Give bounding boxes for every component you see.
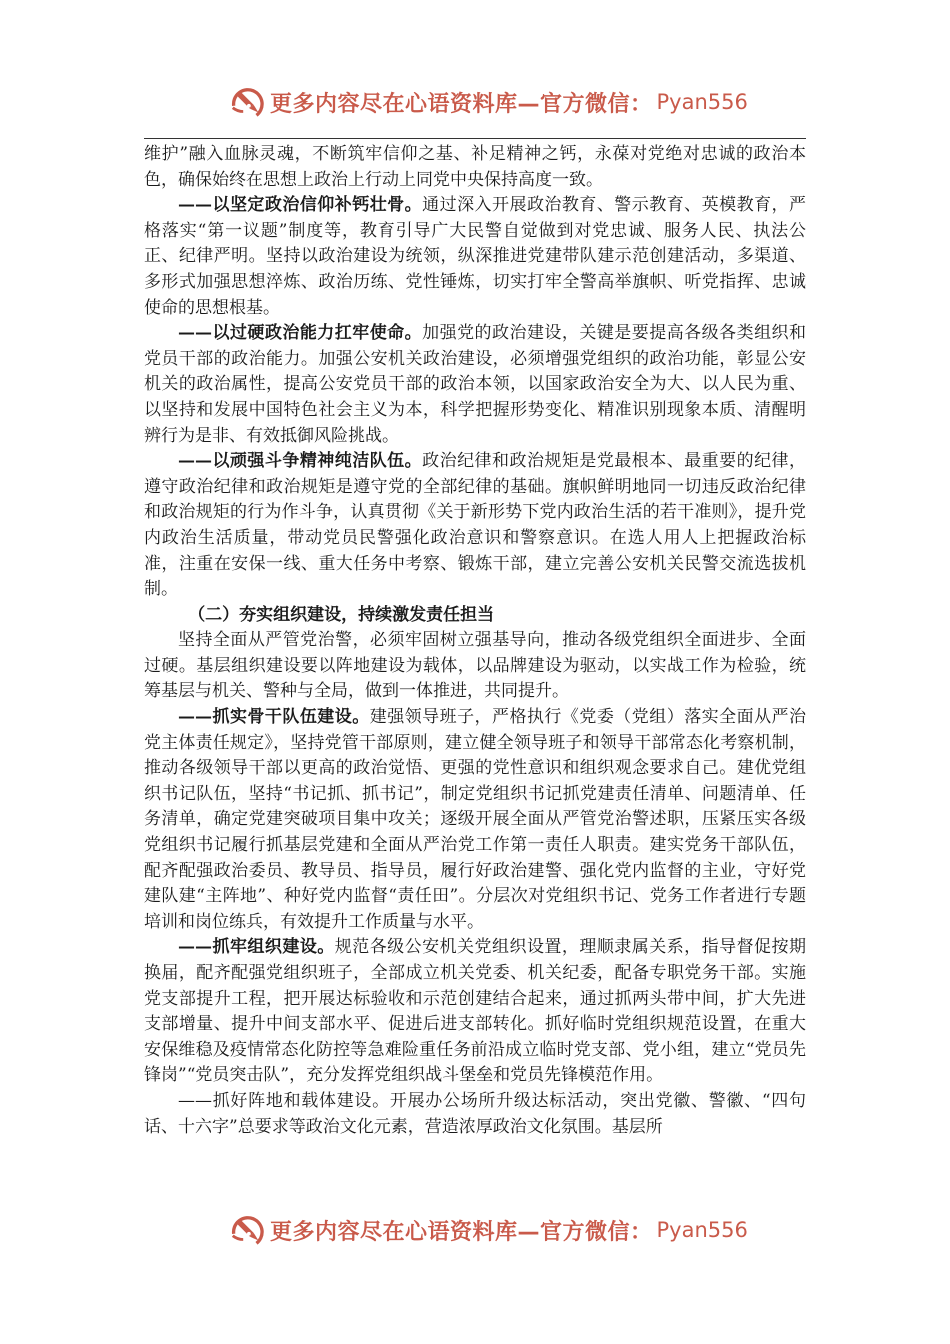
footer-banner [228, 1208, 748, 1252]
paragraph: 维护”融入血脉灵魂，不断筑牢信仰之基、补足精神之钙，永葆对党绝对忠诚的政治本色，确保始终在思想上政治上行动上同党中央保持高度一致。 [144, 144, 806, 190]
paragraph-lead: ——以坚定政治信仰补钙壮骨。 [178, 195, 423, 216]
pen-circle-logo-icon [228, 82, 266, 122]
paragraph-lead: ——抓实骨干队伍建设。 [178, 707, 370, 728]
paragraph: 坚持全面从严管党治警，必须牢固树立强基导向，推动各级党组织全面进步、全面过硬。基层组织建设要以阵地建设为载体，以品牌建设为驱动，以实战工作为检验，统筹基层与机关、警种与全局，做到一体推进，共同提升。 [144, 630, 806, 702]
paragraph: ——抓好阵地和载体建设。开展办公场所升级达标活动，突出党徽、警徽、“四句话、十六字”总要求等政治文化元素，营造浓厚政治文化氛围。基层所 [144, 1090, 806, 1137]
header-rule [144, 138, 806, 139]
banner-wechat-id: Pyan556 [656, 90, 748, 114]
header-banner [228, 80, 748, 124]
banner-text: 更多内容尽在心语资料库—官方微信： [270, 91, 653, 117]
paragraph: ——以过硬政治能力扛牢使命。加强党的政治建设，关键是要提高各级各类组织和党员干部的政治能力。加强公安机关政治建设，必须增强党组织的政治功能，彰显公安机关的政治属性，提高公安党员干部的政治本领，以国家政治安全为大、以人民为重、以坚持和发展中国特色社会主义为本，科学把握形势变化、精准识别现象本质、清醒明辨行为是非、有效抵御风险挑战。 [144, 323, 807, 446]
document-body [144, 142, 806, 1140]
paragraph-lead: ——以顽强斗争精神纯洁队伍。 [178, 451, 423, 472]
paragraph: ——以坚定政治信仰补钙壮骨。通过深入开展政治教育、警示教育、英模教育，严格落实“第一议题”制度等，教育引导广大民警自觉做到对党忠诚、服务人民、执法公正、纪律严明。坚持以政治建设为统领，纵深推进党建带队建示范创建活动，多渠道、多形式加强思想淬炼、政治历练、党性锤炼，切实打牢全警高举旗帜、听党指挥、忠诚使命的思想根基。 [144, 195, 807, 318]
banner-wechat-id: Pyan556 [656, 1218, 748, 1242]
pen-circle-logo-icon [228, 1210, 266, 1250]
paragraph-lead: ——以过硬政治能力扛牢使命。 [178, 323, 423, 344]
paragraph: ——以顽强斗争精神纯洁队伍。政治纪律和政治规矩是党最根本、最重要的纪律，遵守政治纪律和政治规矩是遵守党的全部纪律的基础。旗帜鲜明地同一切违反政治纪律和政治规矩的行为作斗争，认真贯彻《关于新形势下党内政治生活的若干准则》，提升党内政治生活质量，带动党员民警强化政治意识和警察意识。在选人用人上把握政治标准，注重在安保一线、重大任务中考察、锻炼干部，建立完善公安机关民警交流选拔机制。 [144, 451, 807, 600]
banner-text: 更多内容尽在心语资料库—官方微信： [270, 1219, 653, 1245]
paragraph: ——抓牢组织建设。规范各级公安机关党组织设置，理顺隶属关系，指导督促按期换届，配齐配强党组织班子，全部成立机关党委、机关纪委，配备专职党务干部。实施党支部提升工程，把开展达标验收和示范创建结合起来，通过抓两头带中间，扩大先进支部增量、提升中间支部水平、促进后进支部转化。抓好临时党组织规范设置，在重大安保维稳及疫情常态化防控等急难险重任务前沿成立临时党支部、党小组，建立“党员先锋岗”“党员突击队”，充分发挥党组织战斗堡垒和党员先锋模范作用。 [144, 937, 806, 1086]
paragraph: ——抓实骨干队伍建设。建强领导班子，严格执行《党委（党组）落实全面从严治党主体责任规定》，坚持党管干部原则，建立健全领导班子和领导干部常态化考察机制，推动各级领导干部以更高的政治觉悟、更强的党性意识和组织观念要求自己。建优党组织书记队伍，坚持“书记抓、抓书记”，制定党组织书记抓党建责任清单、问题清单、任务清单，确定党建突破项目集中攻关；逐级开展全面从严管党治警述职，压紧压实各级党组织书记履行抓基层党建和全面从严治党工作第一责任人职责。建实党务干部队伍，配齐配强政治委员、教导员、指导员，履行好政治建警、强化党内监督的主业，守好党建队建“主阵地”、种好党内监督“责任田”。分层次对党组织书记、党务工作者进行专题培训和岗位练兵，有效提升工作质量与水平。 [144, 707, 807, 932]
paragraph-lead: ——抓牢组织建设。 [178, 937, 335, 958]
section-heading: （二）夯实组织建设，持续激发责任担当 [188, 604, 495, 625]
